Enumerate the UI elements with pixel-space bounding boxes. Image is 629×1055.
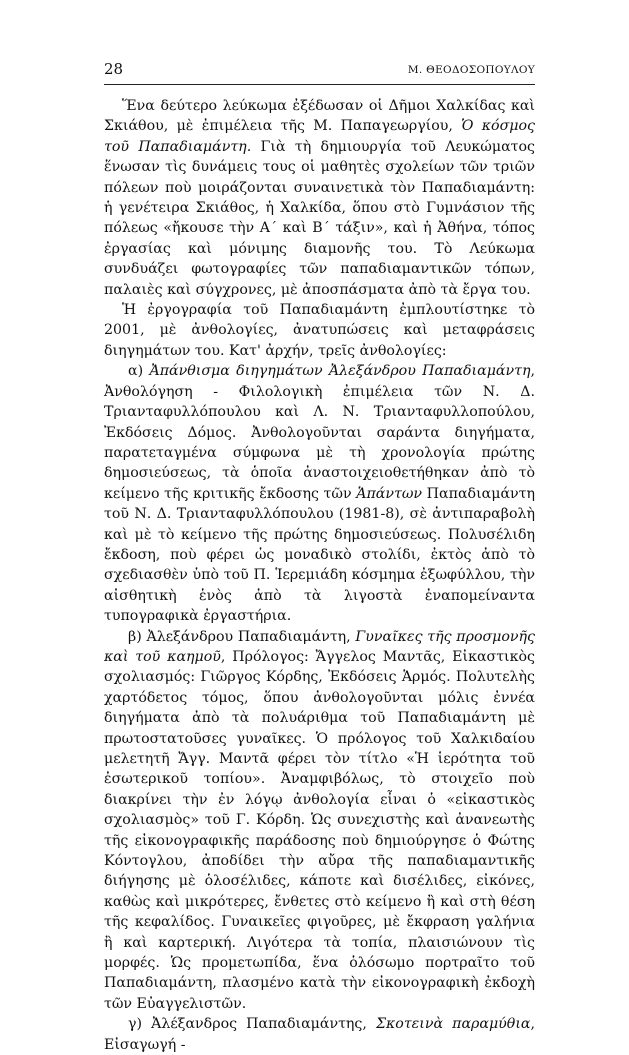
text-run: α) [128,363,150,380]
body-paragraph [104,300,535,361]
text-run: Ἕνα δεύτερο λεύκωμα ἐξέδωσαν οἱ Δῆμοι Χαλκίδας καὶ Σκιάθου, μὲ ἐπιμέλεια τῆς Μ. Παπαγεωργίου, [104,98,535,135]
italic-title: Γυναῖκες τῆς προσμονῆς καὶ τοῦ καημοῦ [104,628,535,665]
list-item-paragraph [104,627,535,1015]
page-header [104,60,535,85]
body-text [104,96,535,1055]
text-run: Ἡ ἐργογραφία τοῦ Παπαδιαμάντη ἐμπλουτίστηκε τὸ 2001, μὲ ἀνθολογίες, ἀνατυπώσεις καὶ μεταφράσεις διηγημάτων του. Κατ' ἀρχήν, τρεῖς ἀνθολογίες: [104,302,535,359]
italic-title: Σκοτεινὰ παραμύθια [375,1016,531,1033]
text-run: Παπαδιαμάντη τοῦ Ν. Δ. Τριανταφυλλόπουλου (1981-8), σὲ ἀντιπαραβολὴ καὶ μὲ τὸ κείμενο τῆς πρώτης δημοσιεύσεως. Πολυσέλιδη ἔκδοση, ποὺ φέρει ὡς μοναδικὸ στολίδι, ἐκτὸς ἀπὸ τὸ σχεδιασθὲν ὑπὸ τοῦ Π. Ἱερεμιάδη κόσμημα ἐξωφύλλου, τὴν αἰσθητικὴ ἑνὸς ἀπὸ τὰ λιγοστὰ ἐναπομείναντα τυπογραφικὰ ἐργαστήρια. [104,485,535,625]
list-item-paragraph [104,1014,535,1055]
italic-title: Ὁ κόσμος τοῦ Παπαδιαμάντη [104,118,535,155]
running-head: Μ. ΘΕΟΔΟΣΟΠΟΥΛΟΥ [407,64,535,76]
text-run: , Εἰσαγωγή - [104,1016,535,1053]
list-item-paragraph [104,361,535,626]
italic-title: Ἁπάντων [356,485,423,502]
text-run: β) Ἀλεξάνδρου Παπαδιαμάντη, [128,628,356,645]
italic-title: Ἀπάνθισμα διηγημάτων Ἀλεξάνδρου Παπαδιαμάντη [149,363,531,380]
text-run: γ) Ἀλέξανδρος Παπαδιαμάντης, [128,1016,376,1033]
page-number: 28 [104,60,124,78]
text-run: , Ἀνθολόγηση - Φιλολογικὴ ἐπιμέλεια τῶν Ν. Δ. Τριανταφυλλόπουλου καὶ Λ. Ν. Τριανταφυλλοπούλου, Ἐκδόσεις Δόμος. Ἀνθολογοῦνται σαράντα διηγήματα, παρατεταγμένα σύμφωνα μὲ τὴ χρονολογία πρώτης δημοσιεύσεως, τὰ ὁποῖα ἀναστοιχειοθετήθηκαν ἀπὸ τὸ κείμενο τῆς κριτικῆς ἔκδοσης τῶν [104,363,535,502]
text-run: , Πρόλογος: Ἄγγελος Μαντᾶς, Εἰκαστικὸς σχολιασμός: Γιῶργος Κόρδης, Ἐκδόσεις Ἁρμός. Πολυτελὴς χαρτόδετος τόμος, ὅπου ἀνθολογοῦνται μόλις ἐννέα διηγήματα ἀπὸ τὰ πολυάριθμα τοῦ Παπαδιαμάντη μὲ πρωτοστατοῦσες γυναῖκες. Ὁ πρόλογος τοῦ Χαλκιδαίου μελετητῆ Ἄγγ. Μαντᾶ φέρει τὸν τίτλο «Ἡ ἱερότητα τοῦ ἐσωτερικοῦ τοπίου». Ἀναμφιβόλως, τὸ στοιχεῖο ποὺ διακρίνει τὴν ἐν λόγῳ ἀνθολογία εἶναι ὁ «εἰκαστικὸς σχολιασμὸς» τοῦ Γ. Κόρδη. Ὡς συνεχιστὴς καὶ ἀνανεωτὴς τῆς εἰκονογραφικῆς παράδοσης ποὺ δημιούργησε ὁ Φώτης Κόντογλου, ἀποδίδει τὴν αὔρα τῆς παπαδιαμαντικῆς διήγησης μὲ ὁλοσέλιδες, κάποτε καὶ δισέλιδες, εἰκόνες, καθὼς καὶ μικρότερες, ἔνθετες στὸ κείμενο ἢ καὶ στὴ θέση τῆς κεφαλίδος. Γυναικεῖες φιγοῦρες, μὲ ἔκφραση γαλήνια ἢ καὶ καρτερική. Λιγότερα τὰ τοπία, πλαισιώνουν τὶς μορφές. Ὡς προμετωπίδα, ἕνα ὁλόσωμο πορτραῖτο τοῦ Παπαδιαμάντη, πλασμένο κατὰ τὴν εἰκονογραφικὴ ἐκδοχὴ τῶν Εὐαγγελιστῶν. [104,648,535,1012]
body-paragraph [104,96,535,300]
text-run: . Γιὰ τὴ δημιουργία τοῦ Λευκώματος ἕνωσαν τὶς δυνάμεις τους οἱ μαθητὲς σχολείων τῶν τριῶν πόλεων ποὺ μοιράζονται συναινετικὰ τὸν Παπαδιαμάντη: ἡ γενέτειρα Σκιάθος, ἡ Χαλκίδα, ὅπου στὸ Γυμνάσιον τῆς πόλεως «ἤκουσε τὴν Α΄ καὶ Β΄ τάξιν», καὶ ἡ Ἀθήνα, τόπος ἐργασίας καὶ μόνιμης διαμονῆς του. Τὸ Λεύκωμα συνδυάζει φωτογραφίες τῶν παπαδιαμαντικῶν τόπων, παλαιὲς καὶ σύγχρονες, μὲ ἀποσπάσματα ἀπὸ τὰ ἔργα του. [104,138,536,298]
